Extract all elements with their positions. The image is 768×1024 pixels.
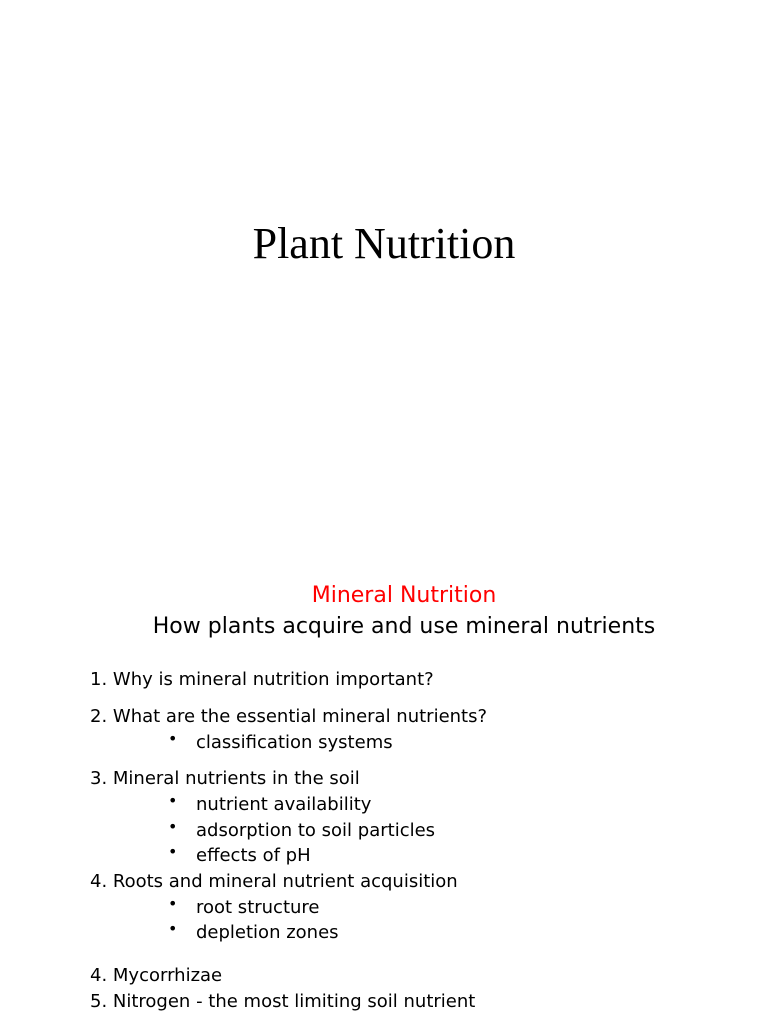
outline-item-6: 5. Nitrogen - the most limiting soil nutrient bbox=[90, 991, 476, 1012]
outline-item-4: 4. Roots and mineral nutrient acquisition bbox=[90, 871, 458, 892]
bullet-text: nutrient availability bbox=[196, 794, 372, 815]
bullet-icon: • bbox=[168, 919, 178, 938]
bullet-text: adsorption to soil particles bbox=[196, 820, 436, 841]
bullet-text: classification systems bbox=[196, 732, 393, 753]
section-heading: Mineral Nutrition bbox=[311, 583, 497, 608]
bullet-text: root structure bbox=[196, 897, 320, 918]
bullet-icon: • bbox=[168, 791, 178, 810]
bullet-icon: • bbox=[168, 894, 178, 913]
outline-item-3: 3. Mineral nutrients in the soil bbox=[90, 768, 360, 789]
bullet-text: effects of pH bbox=[196, 845, 311, 866]
outline-item-1: 1. Why is mineral nutrition important? bbox=[90, 669, 434, 690]
page-title: Plant Nutrition bbox=[252, 219, 516, 268]
bullet-icon: • bbox=[168, 729, 178, 748]
outline-item-2: 2. What are the essential mineral nutrients? bbox=[90, 706, 488, 727]
bullet-text: depletion zones bbox=[196, 922, 339, 943]
outline-item-5: 4. Mycorrhizae bbox=[90, 965, 223, 986]
bullet-icon: • bbox=[168, 842, 178, 861]
bullet-icon: • bbox=[168, 817, 178, 836]
section-subheading: How plants acquire and use mineral nutrients bbox=[152, 614, 656, 639]
